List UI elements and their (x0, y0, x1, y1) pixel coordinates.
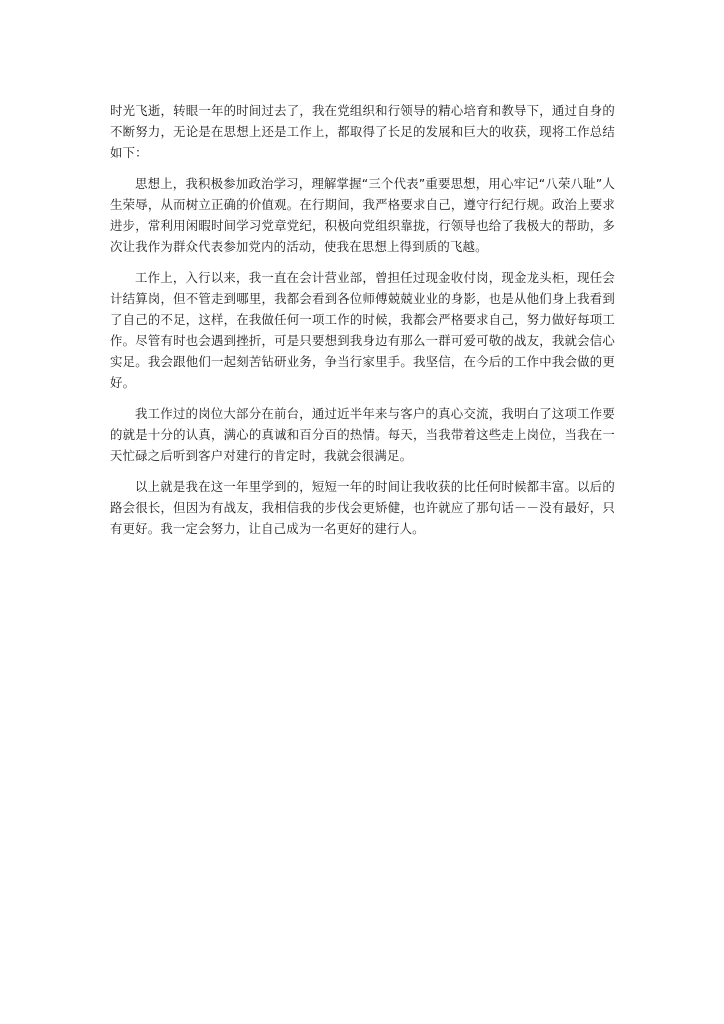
document-body (110, 100, 615, 549)
paragraph-ideology: 思想上，我积极参加政治学习，理解掌握“三个代表”重要思想，用心牢记“八荣八耻”人生荣辱，从而树立正确的价值观。在行期间，我严格要求自己，遵守行纪行规。政治上要求进步，常利用闲暇时间学习党章党纪，积极向党组织靠拢，行领导也给了我极大的帮助，多次让我作为群众代表参加党内的活动，使我在思想上得到质的飞越。 (110, 176, 615, 254)
paragraph-conclusion: 以上就是我在这一年里学到的，短短一年的时间让我收获的比任何时候都丰富。以后的路会很长，但因为有战友，我相信我的步伐会更矫健，也许就应了那句话－－没有最好，只有更好。我一定会努力，让自己成为一名更好的建行人。 (110, 479, 615, 536)
paragraph-work: 工作上，入行以来，我一直在会计营业部，曾担任过现金收付岗，现金龙头柜，现任会计结算岗，但不管走到哪里，我都会看到各位师傅兢兢业业的身影，也是从他们身上我看到了自己的不足，这样，在我做任何一项工作的时候，我都会严格要求自己，努力做好每项工作。尽管有时也会遇到挫折，可是只要想到我身边有那么一群可爱可敬的战友，我就会信心实足。我会跟他们一起刻苦钻研业务，争当行家里手。我坚信，在今后的工作中我会做的更好。 (110, 270, 615, 390)
paragraph-front-desk: 我工作过的岗位大部分在前台，通过近半年来与客户的真心交流，我明白了这项工作要的就是十分的认真，满心的真诚和百分百的热情。每天，当我带着这些走上岗位，当我在一天忙碌之后听到客户对建行的肯定时，我就会很满足。 (110, 406, 615, 463)
paragraph-intro: 时光飞逝，转眼一年的时间过去了，我在党组织和行领导的精心培育和教导下，通过自身的不断努力，无论是在思想上还是工作上，都取得了长足的发展和巨大的收获，现将工作总结如下： (110, 103, 615, 160)
